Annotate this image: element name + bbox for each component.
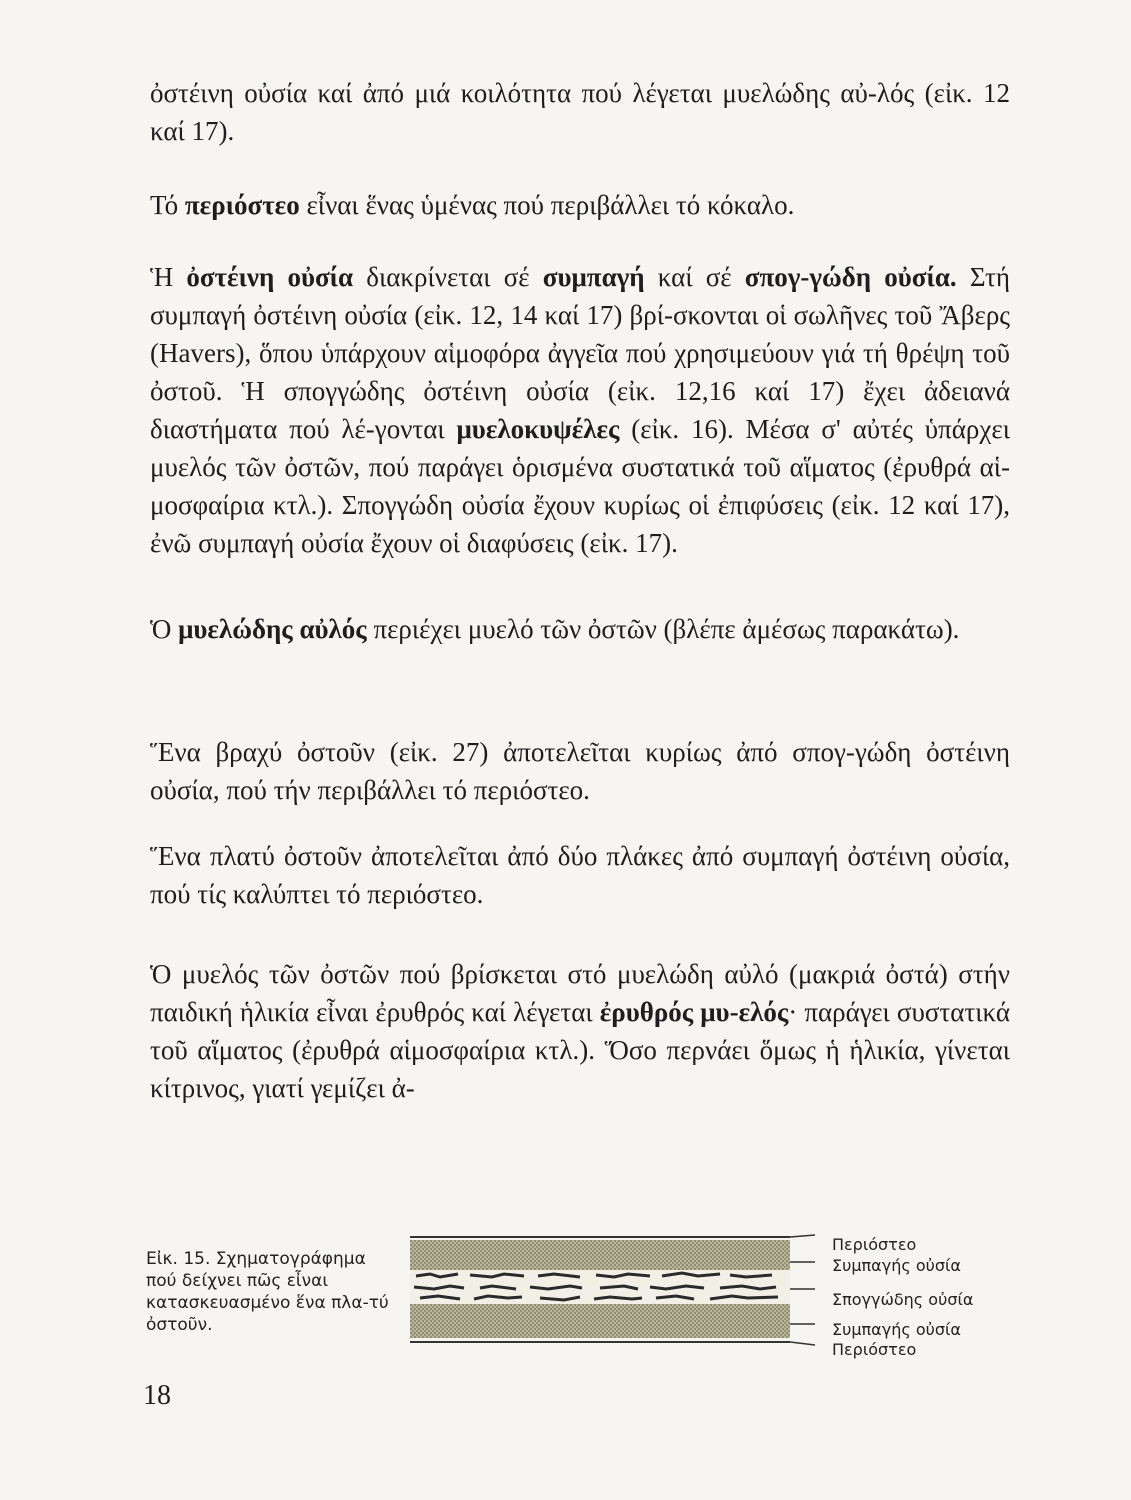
- text: ὀστέινη οὐσία καί ἀπό μιά κοιλότητα πού λέγεται μυελώδης αὐ-λός (εἰκ. 12 καί 17).: [150, 78, 1010, 146]
- term-marrow-cells: μυελοκυψέλες: [456, 414, 620, 444]
- leader-lines: [790, 1235, 815, 1345]
- paragraph-7: [150, 955, 1010, 1107]
- paragraph-2: [150, 186, 1010, 224]
- page-number: 18: [143, 1380, 171, 1411]
- text: Ἕνα βραχύ ὀστοῦν (εἰκ. 27) ἀποτελεῖται κυρίως ἀπό σπογ-γώδη ὀστέινη οὐσία, πού τήν περιβάλλει τό περιόστεο.: [150, 737, 1010, 805]
- text: Ὁ μυελός τῶν ὀστῶν πού βρίσκεται στό μυελώδη αὐλό (μακριά ὀστά) στήν παιδική ἡλικία εἶναι ἐρυθρός καί λέγεται: [150, 959, 1010, 1027]
- term-compact: συμπαγή: [542, 262, 645, 292]
- paragraph-5: [150, 733, 1010, 809]
- paragraph-1: [150, 74, 1010, 150]
- compact-layer-top: [410, 1240, 790, 1270]
- label-spongy: Σπογγώδης οὐσία: [832, 1290, 974, 1309]
- text: Ἡ: [150, 262, 187, 292]
- text: Ἕνα πλατύ ὀστοῦν ἀποτελεῖται ἀπό δύο πλάκες ἀπό συμπαγή ὀστέινη οὐσία, πού τίς καλύπτει τό περιόστεο.: [150, 841, 1010, 909]
- spongy-layer: [410, 1270, 790, 1304]
- term-periosteum: περιόστεο: [184, 190, 300, 220]
- term-bone-substance: ὀστέινη οὐσία: [186, 262, 354, 292]
- label-periosteum-bottom: Περιόστεο: [832, 1340, 917, 1359]
- text: · παράγει συστατικά τοῦ αἵματος (ἐρυθρά αἱμοσφαίρια κτλ.). Ὅσο περνάει ὅμως ἡ ἡλικία, γίνεται κίτρινος, γιατί γεμίζει ἀ-: [150, 997, 1011, 1103]
- term-red-marrow: ἐρυθρός μυ-ελός: [599, 997, 789, 1027]
- text: Ὁ: [150, 614, 179, 644]
- term-spongy-substance: σπογ-γώδη οὐσία.: [744, 262, 957, 292]
- paragraph-6: [150, 837, 1010, 913]
- text: Στή συμπαγή ὀστέινη οὐσία (εἰκ. 12, 14 καί 17) βρί-σκονται οἱ σωλῆνες τοῦ Ἄβερς (Havers), ὅπου ὑπάρχουν αἱμοφόρα ἀγγεῖα πού χρησιμεύουν γιά τή θρέψη τοῦ ὀστοῦ. Ἡ σπογγώδης ὀστέινη οὐσία (εἰκ. 12,16 καί 17) ἔχει ἀδειανά διαστήματα πού λέ-γονται: [150, 262, 1011, 444]
- paragraph-4: [150, 610, 1010, 648]
- compact-layer-bottom: [410, 1304, 790, 1338]
- label-compact-top: Συμπαγής οὐσία: [832, 1256, 961, 1275]
- text: διακρίνεται σέ: [353, 262, 543, 292]
- text: Τό: [150, 190, 185, 220]
- label-compact-bottom: Συμπαγής οὐσία: [832, 1320, 961, 1339]
- text: εἶναι ἕνας ὑμένας πού περιβάλλει τό κόκαλο.: [299, 190, 795, 220]
- label-periosteum-top: Περιόστεο: [832, 1235, 917, 1254]
- term-medullary-canal: μυελώδης αὐλός: [178, 614, 367, 644]
- figure-caption: Εἰκ. 15. Σχηματογράφημα πού δείχνει πῶς εἶναι κατασκευασμένο ἕνα πλα-τύ ὀστοῦν.: [146, 1249, 389, 1335]
- text: περιέχει μυελό τῶν ὀστῶν (βλέπε ἀμέσως παρακάτω).: [366, 614, 960, 644]
- text: καί σέ: [644, 262, 745, 292]
- paragraph-3: [150, 258, 1010, 562]
- text: (εἰκ. 16). Μέσα σ' αὐτές ὑπάρχει μυελός τῶν ὀστῶν, πού παράγει ὁρισμένα συστατικά τοῦ αἵματος (ἐρυθρά αἱ-μοσφαίρια κτλ.). Σπογγώδη οὐσία ἔχουν κυρίως οἱ ἐπιφύσεις (εἰκ. 12 καί 17), ἐνῶ συμπαγή οὐσία ἔχουν οἱ διαφύσεις (εἰκ. 17).: [150, 414, 1010, 558]
